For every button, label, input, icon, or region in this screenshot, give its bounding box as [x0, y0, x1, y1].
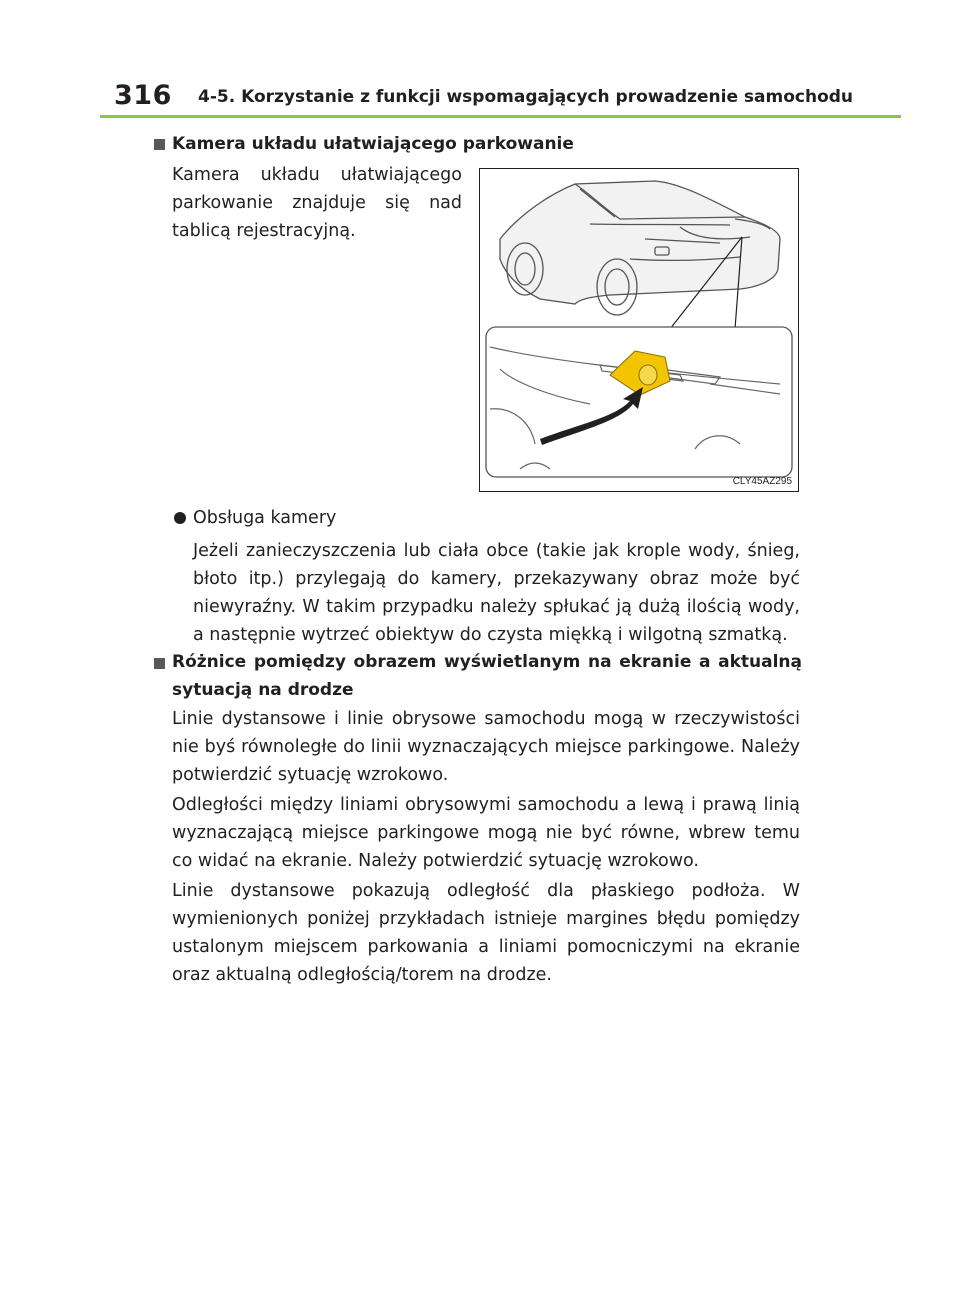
section-bullet-icon	[154, 139, 165, 150]
round-bullet-icon	[174, 512, 186, 524]
section-bullet-icon	[154, 658, 165, 669]
figure-code: CLY45AZ295	[732, 476, 792, 487]
subsection-text: Jeżeli zanieczyszczenia lub ciała obce (takie jak krople wody, śnieg, błoto itp.) przylegają do kamery, przekazywany obraz może być niewyraźny. W takim przypadku należy spłukać ją dużą ilością wody, a następnie wytrzeć obiektyw do czysta miękką i wilgotną szmatką.	[193, 541, 800, 645]
page-number: 316	[114, 80, 172, 111]
section-heading-camera: Kamera układu ułatwiającego parkowanie	[172, 134, 574, 154]
camera-intro-text: Kamera układu ułatwiającego parkowanie znajduje się nad tablicą rejestracyjną.	[172, 165, 462, 241]
paragraph-3: Linie dystansowe pokazują odległość dla płaskiego podłoża. W wymienionych poniżej przykładach istnieje margines błędu pomiędzy ustalonym miejscem parkowania a liniami pomocniczymi na ekranie oraz aktualną odległością/torem na drodze.	[172, 881, 800, 985]
subsection-title: Obsługa kamery	[193, 508, 337, 528]
section-heading-differences: Różnice pomiędzy obrazem wyświetlanym na ekranie a aktualną sytuacją na drodze	[172, 652, 802, 700]
chapter-title: 4-5. Korzystanie z funkcji wspomagających prowadzenie samochodu	[198, 87, 854, 107]
paragraph-2: Odległości między liniami obrysowymi samochodu a lewą i prawą linią wyznaczającą miejsce parkingowe mogą nie być równe, wbrew temu co widać na ekranie. Należy potwierdzić sytuację wzrokowo.	[172, 795, 800, 871]
camera-location-figure	[479, 168, 799, 492]
page-header	[0, 0, 960, 118]
car-illustration	[480, 169, 798, 491]
paragraph-1: Linie dystansowe i linie obrysowe samochodu mogą w rzeczywistości nie byś równoległe do linii wyznaczających miejsce parkingowe. Należy potwierdzić sytuację wzrokowo.	[172, 709, 800, 785]
header-rule	[100, 115, 901, 118]
